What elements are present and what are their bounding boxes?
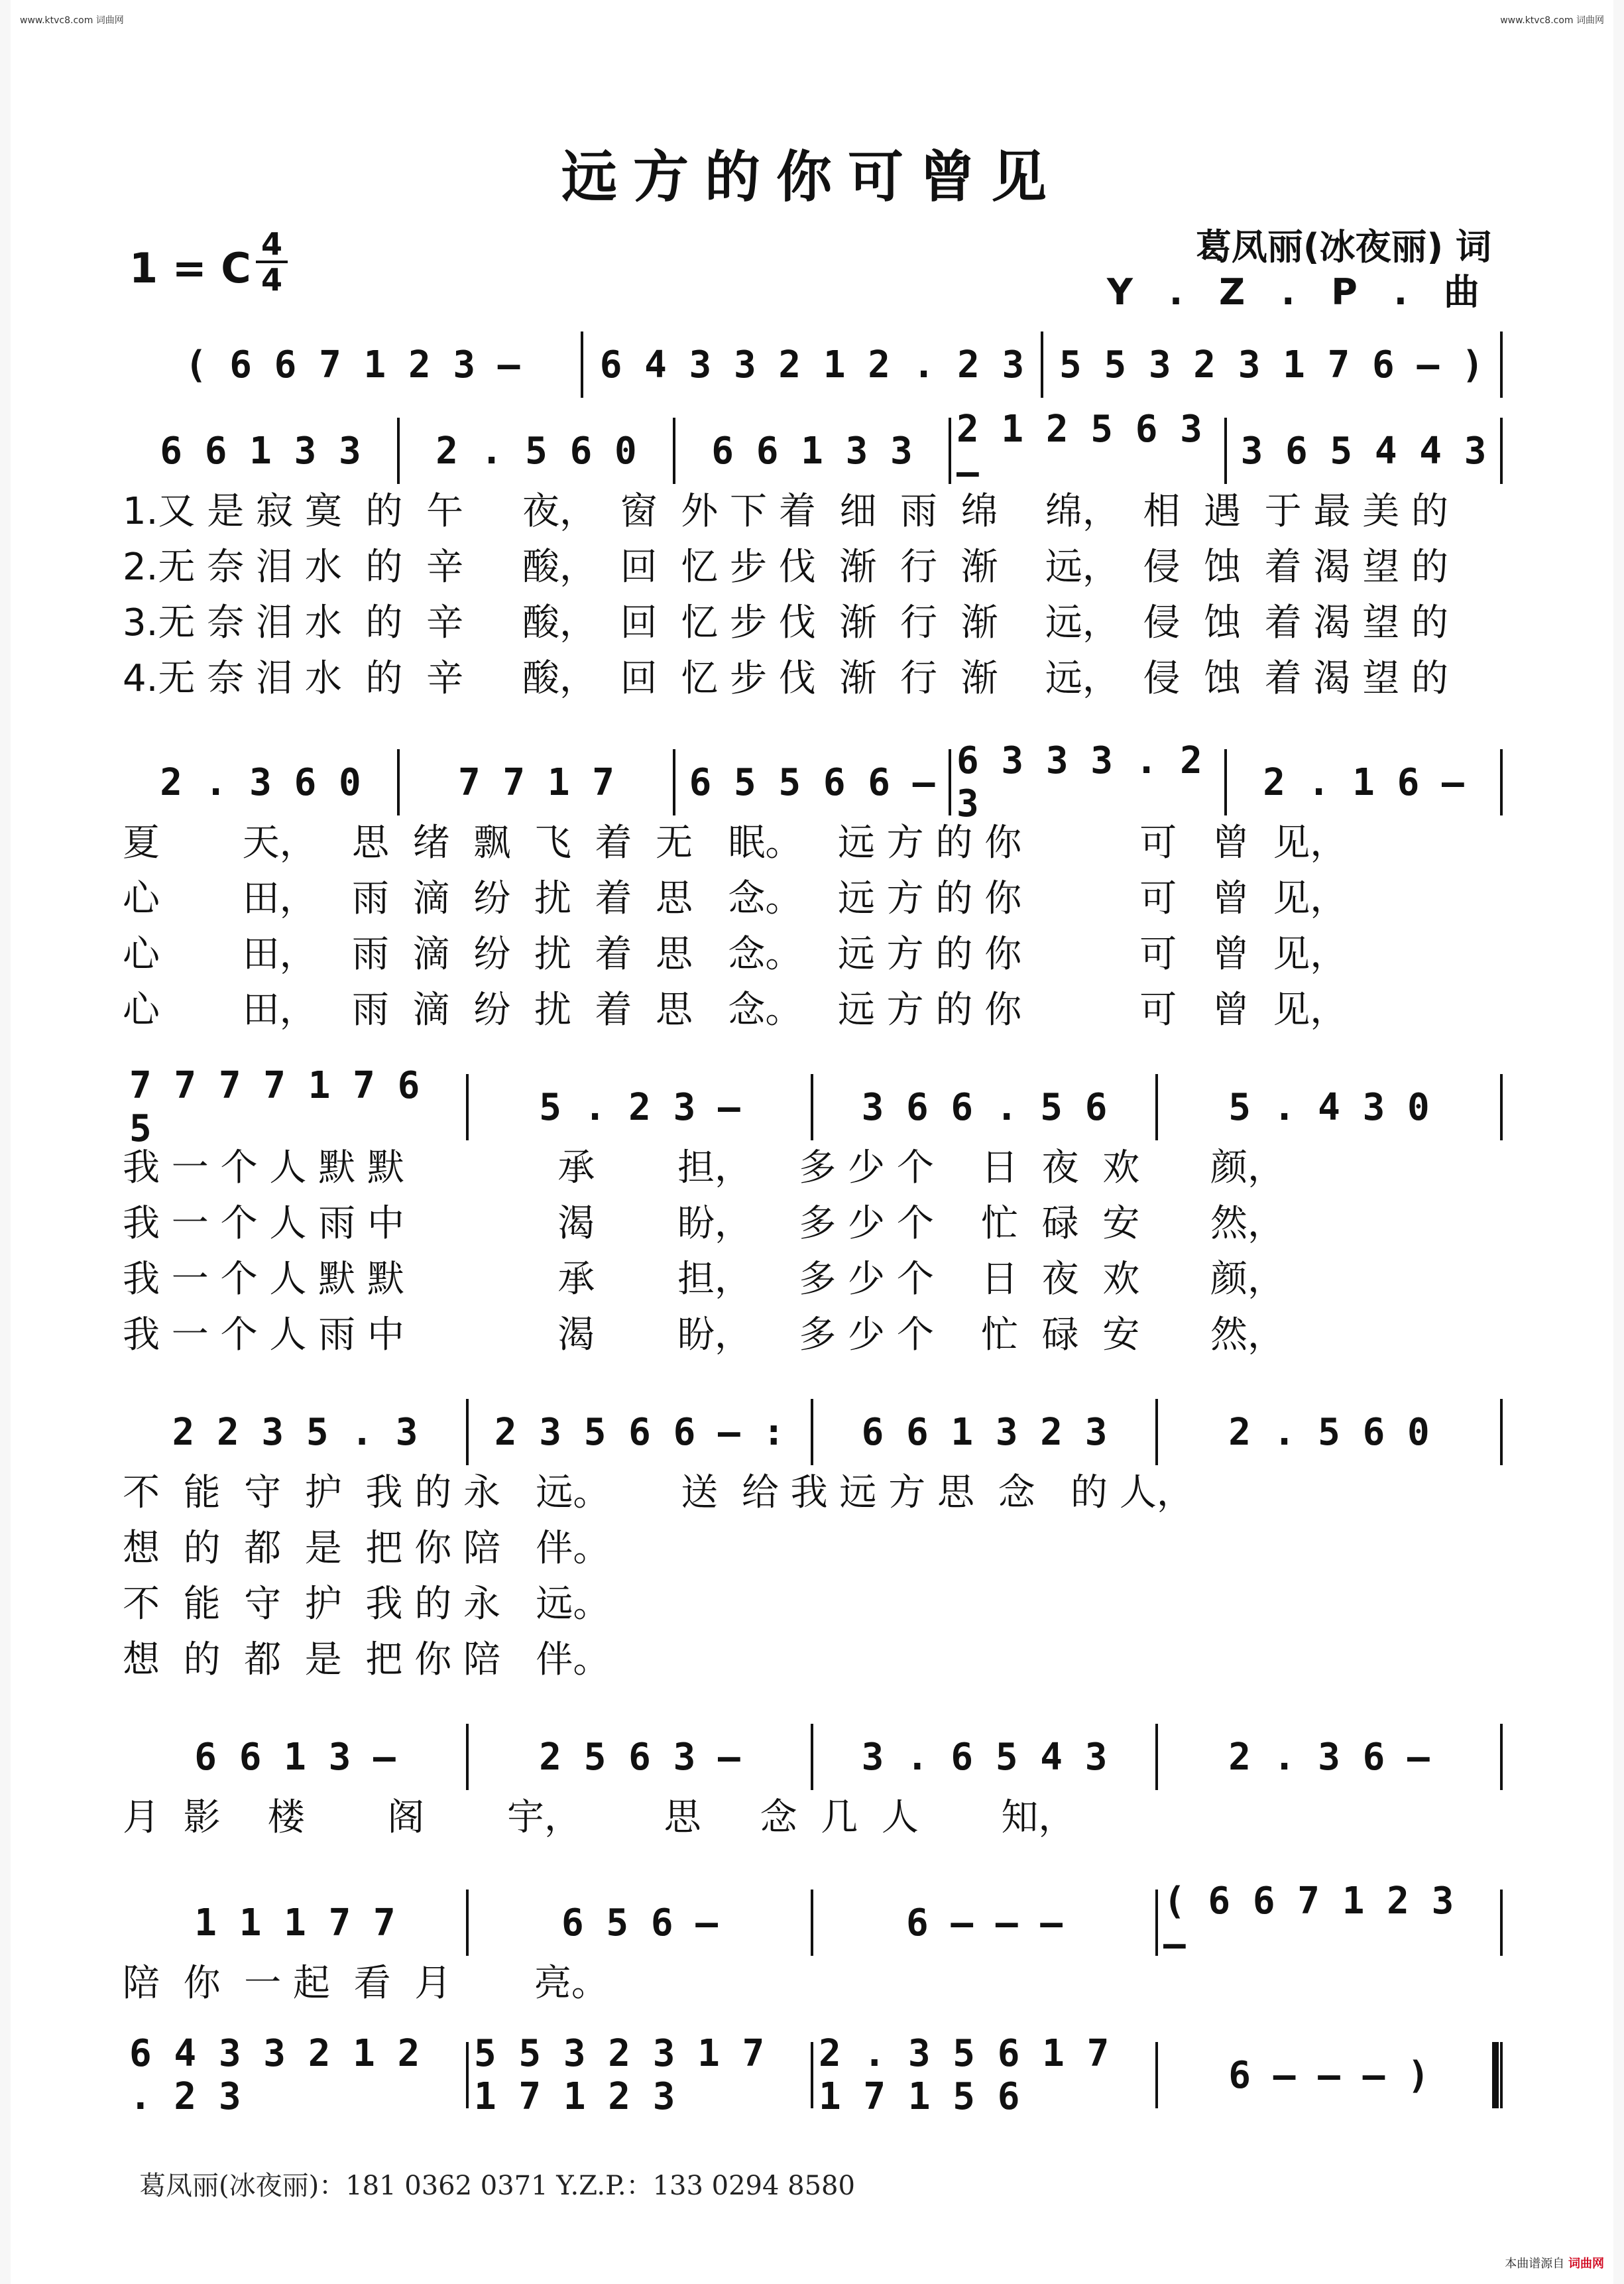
lyric-line: 夏 天， 思 绪 飘 飞 着 无 眠。 远 方 的 你 可 曾 见， <box>123 821 1348 865</box>
lyric-line: 我 一 个 人 雨 中 渴 盼， 多 少 个 忙 碌 安 然， <box>123 1202 1285 1245</box>
bar-line <box>673 749 675 815</box>
bar-line <box>1500 331 1503 398</box>
bar-line <box>673 418 675 484</box>
measure: ( 6 6 7 1 2 3 – <box>1163 1880 1454 1966</box>
bar-line <box>811 1724 813 1790</box>
bar-line <box>1155 1890 1158 1956</box>
bar-line <box>1500 1399 1503 1465</box>
measure: 6 6 1 3 3 <box>160 429 361 473</box>
bar-line <box>811 1890 813 1956</box>
measure: 6 – – – <box>905 1901 1063 1945</box>
lyric-line: 心 田， 雨 滴 纷 扰 着 思 念。 远 方 的 你 可 曾 见， <box>123 989 1348 1032</box>
system-8 <box>123 2032 1501 2118</box>
bar-line <box>466 1399 469 1465</box>
measure: 2 . 1 6 – <box>1263 760 1464 804</box>
brand-logo[interactable]: 词曲网 <box>1568 2257 1604 2271</box>
system-7 <box>123 1880 1501 2012</box>
header-site-right[interactable]: www.ktvc8.com 词曲网 <box>1500 15 1604 26</box>
lyric-line: 不 能 守 护 我 的 永 远。 送 给 我 远 方 思 念 的 人， <box>123 1471 1194 1514</box>
bar-line <box>1500 1074 1503 1140</box>
measure: 3 6 6 . 5 6 <box>861 1085 1108 1129</box>
contact-info: 葛凤丽(冰夜丽)：181 0362 0371 Y.Z.P.：133 0294 8580 <box>139 2171 855 2201</box>
right-margin-strip <box>1613 0 1624 2284</box>
measure: 6 6 1 3 2 3 <box>861 1410 1108 1454</box>
lyric-line: 我 一 个 人 默 默 承 担， 多 少 个 日 夜 欢 颜， <box>123 1258 1285 1301</box>
bar-line <box>811 1399 813 1465</box>
measure: ( 6 6 7 1 2 3 – <box>184 343 520 387</box>
bar-line <box>1155 1724 1158 1790</box>
measure: 7 7 7 7 1 7 6 5 <box>129 1064 420 1150</box>
bar-line <box>466 1074 469 1140</box>
measure: 2 . 5 6 0 <box>1228 1410 1430 1454</box>
notation-row <box>123 1880 1501 1966</box>
bar-line <box>581 331 583 398</box>
measure: 2 1 2 5 6 3 – <box>957 408 1202 494</box>
system-5 <box>123 1399 1501 1688</box>
bar-line <box>466 1724 469 1790</box>
final-bar-line <box>1492 2042 1499 2108</box>
measure: 6 4 3 3 2 1 2 . 2 3 <box>129 2032 420 2118</box>
bar-line <box>466 2042 469 2108</box>
lyric-line: 心 田， 雨 滴 纷 扰 着 思 念。 远 方 的 你 可 曾 见， <box>123 933 1348 976</box>
lyric-line: 不 能 守 护 我 的 永 远。 <box>123 1583 610 1626</box>
measure: 1 1 1 7 7 <box>194 1901 396 1945</box>
key-signature: 1 = C <box>129 244 251 292</box>
bar-line <box>1500 1724 1503 1790</box>
lyric-line: 1.又 是 寂 寞 的 午 夜， 窗 外 下 着 细 雨 绵 绵， 相 遇 于 最 美 的 <box>123 490 1449 533</box>
measure: 6 4 3 3 2 1 2 . 2 3 <box>599 343 1025 387</box>
lyric-line: 我 一 个 人 默 默 承 担， 多 少 个 日 夜 欢 颜， <box>123 1146 1285 1189</box>
time-signature-top: 4 <box>261 226 282 262</box>
header-site-left[interactable]: www.ktvc8.com 词曲网 <box>20 15 124 26</box>
lyric-line: 想 的 都 是 把 你 陪 伴。 <box>123 1527 610 1570</box>
lyric-line: 2.无 奈 泪 水 的 辛 酸， 回 忆 步 伐 渐 行 渐 远， 侵 蚀 着 渴 望 的 <box>123 546 1449 589</box>
measure: 5 . 4 3 0 <box>1228 1085 1430 1129</box>
bar-line <box>811 1074 813 1140</box>
bar-line <box>949 418 951 484</box>
measure: 5 5 3 2 3 1 7 6 – ) <box>1059 343 1484 387</box>
measure: 6 6 1 3 – <box>194 1735 396 1779</box>
measure: 2 . 3 6 – <box>1228 1735 1430 1779</box>
bar-line <box>1155 1399 1158 1465</box>
lyric-line: 4.无 奈 泪 水 的 辛 酸， 回 忆 步 伐 渐 行 渐 远， 侵 蚀 着 渴 望 的 <box>123 657 1449 700</box>
notation-row <box>123 739 1501 825</box>
source-credit[interactable] <box>1505 2254 1604 2271</box>
lyric-line: 陪 你 一 起 看 月 亮。 <box>123 1962 609 2005</box>
bar-line <box>811 2042 813 2108</box>
time-signature <box>252 226 292 298</box>
notation-row <box>123 1399 1501 1465</box>
bar-line <box>397 418 400 484</box>
bar-line <box>1500 1890 1503 1956</box>
notation-row <box>123 2032 1501 2118</box>
system-6 <box>123 1724 1501 1846</box>
measure: 2 . 5 6 0 <box>435 429 637 473</box>
lyric-line: 3.无 奈 泪 水 的 辛 酸， 回 忆 步 伐 渐 行 渐 远， 侵 蚀 着 渴 望 的 <box>123 601 1449 644</box>
measure: 5 . 2 3 – <box>539 1085 740 1129</box>
lyric-line: 月 影 楼 阁 宇， 思 念 几 人 知， <box>123 1796 1076 1839</box>
notation-row <box>123 408 1501 494</box>
measure: 2 . 3 5 6 1 7 1 7 1 5 6 <box>819 2032 1110 2118</box>
notation-row <box>123 331 1501 398</box>
measure: 7 7 1 7 <box>457 760 614 804</box>
measure: 3 6 5 4 4 3 <box>1240 429 1487 473</box>
bar-line <box>1155 2042 1158 2108</box>
measure: 6 5 5 6 6 – <box>689 760 935 804</box>
bar-line <box>949 749 951 815</box>
measure: 2 2 3 5 . 3 <box>172 1410 418 1454</box>
page-title: 远方的你可曾见 <box>561 144 1063 210</box>
bar-line <box>1224 418 1227 484</box>
composer-credit: Y . Z . P . 曲 <box>1106 271 1491 313</box>
measure: 6 3 3 3 . 2 3 <box>957 739 1202 825</box>
notation-row <box>123 1064 1501 1150</box>
bar-line <box>1500 418 1503 484</box>
bar-line <box>1155 1074 1158 1140</box>
time-signature-bottom: 4 <box>261 262 282 298</box>
left-margin-strip <box>0 0 11 2284</box>
lyric-line: 心 田， 雨 滴 纷 扰 着 思 念。 远 方 的 你 可 曾 见， <box>123 877 1348 920</box>
measure: 5 5 3 2 3 1 7 1 7 1 2 3 <box>474 2032 765 2118</box>
measure: 2 3 5 6 6 – : <box>494 1410 785 1454</box>
system-3 <box>123 739 1501 1038</box>
bar-line <box>397 749 400 815</box>
lyric-line: 我 一 个 人 雨 中 渴 盼， 多 少 个 忙 碌 安 然， <box>123 1313 1285 1356</box>
bar-line <box>466 1890 469 1956</box>
measure: 3 . 6 5 4 3 <box>861 1735 1108 1779</box>
source-label: 本曲谱源自 <box>1505 2257 1565 2271</box>
lyric-line: 想 的 都 是 把 你 陪 伴。 <box>123 1638 610 1681</box>
system-1 <box>123 331 1501 398</box>
measure: 6 6 1 3 3 <box>711 429 913 473</box>
bar-line <box>1224 749 1227 815</box>
measure: 2 5 6 3 – <box>539 1735 740 1779</box>
measure: 6 5 6 – <box>561 1901 718 1945</box>
measure: 6 – – – ) <box>1228 2053 1430 2097</box>
notation-row <box>123 1724 1501 1790</box>
lyricist-credit: 葛凤丽(冰夜丽) 词 <box>1195 226 1491 268</box>
measure: 2 . 3 6 0 <box>160 760 361 804</box>
system-4 <box>123 1064 1501 1363</box>
bar-line <box>1500 749 1503 815</box>
bar-line <box>1041 331 1043 398</box>
bar-line <box>1500 2042 1503 2108</box>
system-2 <box>123 408 1501 707</box>
